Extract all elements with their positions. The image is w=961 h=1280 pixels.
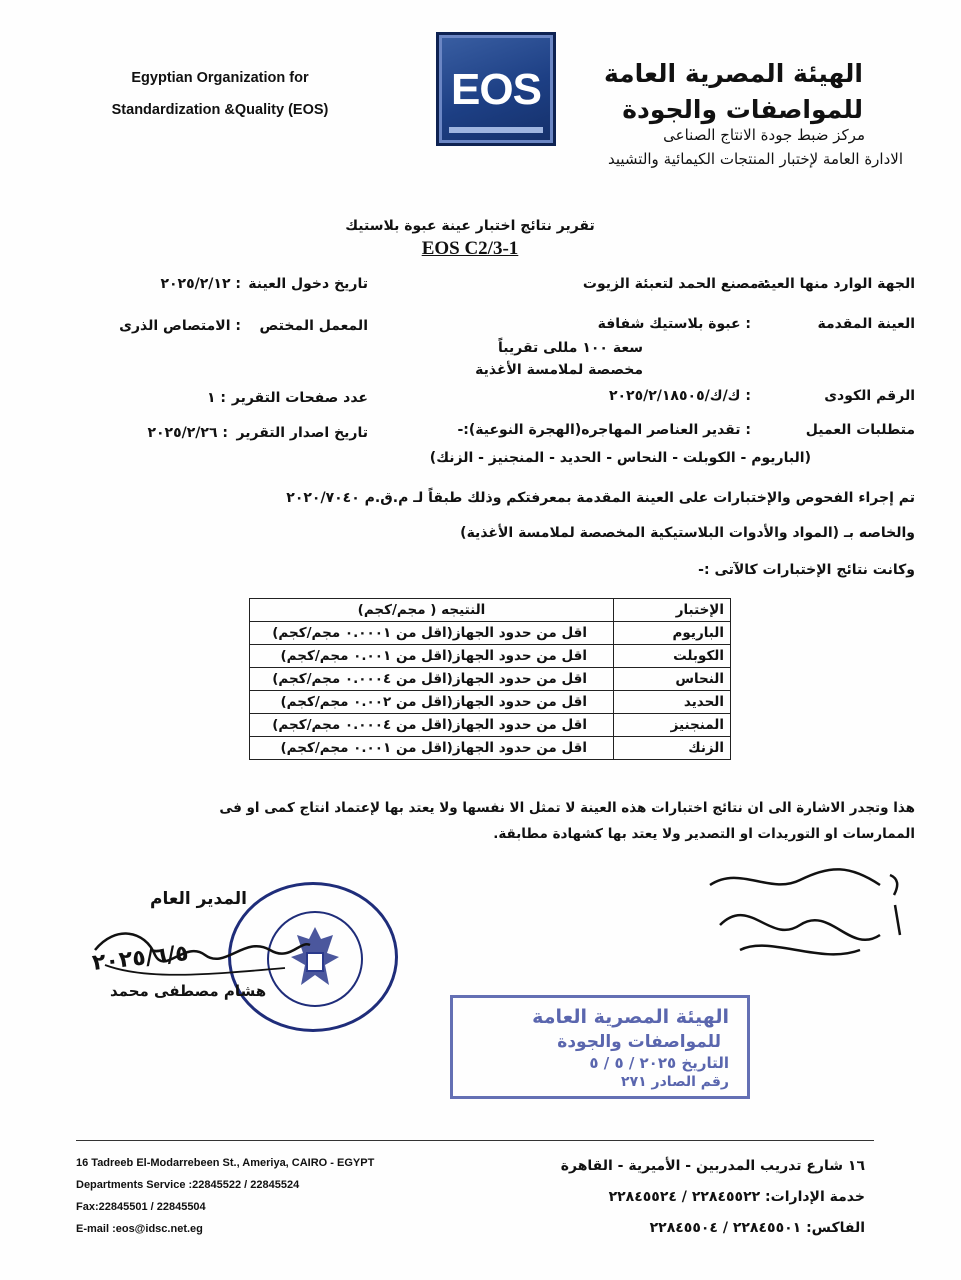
stamp-line1: الهيئة المصرية العامة [532, 1006, 729, 1028]
stamp-line4: رقم الصادر ٢٧١ [621, 1074, 729, 1090]
entry-date-value: : ٢٠٢٥/٢/١٢ [160, 276, 241, 292]
test-name: الكوبلت [614, 645, 731, 668]
footer-fax-en: Fax:22845501 / 22845504 [76, 1201, 206, 1213]
incoming-stamp [450, 995, 750, 1099]
note-line2: الممارسات او التوريدات او التصدير ولا يعتد بها كشهادة مطابقة. [493, 826, 915, 842]
footer-address-ar: ١٦ شارع تدريب المدربين - الأميرية - القاهرة [560, 1158, 865, 1174]
test-name: النحاس [614, 668, 731, 691]
lab-value: : الامتصاص الذرى [119, 318, 241, 334]
table-row [250, 691, 731, 714]
sample-value-3: مخصصة لملامسة الأغذية [475, 362, 643, 378]
test-name: الباريوم [614, 622, 731, 645]
test-name: المنجنيز [614, 714, 731, 737]
results-table [249, 598, 731, 760]
table-row [250, 714, 731, 737]
org-name-arabic-line2: للمواصفات والجودة [622, 95, 863, 124]
org-name-english-line1: Egyptian Organization for [131, 70, 309, 86]
issue-date-value: : ٢٠٢٥/٢/٢٦ [147, 425, 228, 441]
source-label: الجهة الوارد منها العينة [756, 276, 915, 292]
requirements-label: متطلبات العميل [805, 422, 915, 438]
body-paragraph-2: والخاصه بـ (المواد والأدوات البلاستيكية المخصصة لملامسة الأغذية) [460, 525, 915, 541]
footer-fax-ar: الفاكس: ٢٢٨٤٥٥٠١ / ٢٢٨٤٥٥٠٤ [649, 1220, 865, 1236]
note-line1: هذا وتجدر الاشارة الى ان نتائج اختبارات هذه العينة لا تمثل الا نفسها ولا يعتد بها لإعتماد انتاج كمى او فى [219, 800, 915, 816]
sample-value-2: سعة ١٠٠ مللى تقريباً [498, 340, 643, 356]
footer-rule [76, 1140, 874, 1141]
table-row [250, 737, 731, 760]
test-result: اقل من حدود الجهاز(اقل من ٠.٠٠٠٤ مجم/كجم) [250, 668, 614, 691]
header-result: النتيجه ( مجم/كجم) [250, 599, 614, 622]
test-result: اقل من حدود الجهاز(اقل من ٠.٠٠٠١ مجم/كجم) [250, 622, 614, 645]
results-header-row [250, 599, 731, 622]
test-result: اقل من حدود الجهاز(اقل من ٠.٠٠١ مجم/كجم) [250, 737, 614, 760]
code-value: : ك/ك/٢٠٢٥/٢/١٨٥٠٥ [608, 388, 751, 404]
handwritten-date: ٢٠٢٥/٦/٥ [90, 941, 190, 976]
org-name-arabic [563, 56, 863, 128]
footer-departments-ar: خدمة الإدارات: ٢٢٨٤٥٥٢٢ / ٢٢٨٤٥٥٢٤ [608, 1189, 865, 1205]
test-result: اقل من حدود الجهاز(اقل من ٠.٠٠٠٤ مجم/كجم) [250, 714, 614, 737]
test-name: الحديد [614, 691, 731, 714]
test-result: اقل من حدود الجهاز(اقل من ٠.٠٠١ مجم/كجم) [250, 645, 614, 668]
requirements-value-2: (الباريوم - الكوبلت - النحاس - الحديد - المنجنيز - الزنك) [429, 450, 811, 466]
footer-arabic [445, 1151, 865, 1244]
stamp-line3: التاريخ ٢٠٢٥ / ٥ / ٥ [589, 1054, 729, 1072]
issue-date-label: تاريخ اصدار التقرير [236, 425, 368, 441]
eos-logo-text: EOS [451, 65, 541, 114]
table-row [250, 668, 731, 691]
general-manager-name: هشام مصطفى محمد [110, 982, 267, 1000]
table-row [250, 622, 731, 645]
sample-value-1: : عبوة بلاستيك شفافة [597, 316, 751, 332]
report-code: EOS C2/3-1 [421, 238, 519, 259]
department-line1: مركز ضبط جودة الانتاج الصناعى [663, 126, 865, 144]
test-result: اقل من حدود الجهاز(اقل من ٠.٠٠٢ مجم/كجم) [250, 691, 614, 714]
footer-departments-en: Departments Service :22845522 / 22845524 [76, 1179, 300, 1191]
entry-date-label: تاريخ دخول العينة [248, 276, 368, 292]
handwritten-initials [680, 855, 920, 995]
pages-value: : ١ [206, 390, 226, 406]
org-name-arabic-line1: الهيئة المصرية العامة [604, 59, 863, 88]
department-line2: الادارة العامة لإختبار المنتجات الكيمائية والتشييد [607, 150, 903, 168]
body-paragraph-1: تم إجراء الفحوص والإختبارات على العينة المقدمة بمعرفتكم وذلك طبقاً لـ م.ق.م ٢٠٢٠/٧٠٤٠ [286, 490, 915, 506]
sample-label: العينة المقدمة [817, 316, 915, 332]
footer-address-en: 16 Tadreeb El-Modarrebeen St., Ameriya, CAIRO - EGYPT [76, 1157, 375, 1169]
footer-email-en: E-mail :eos@idsc.net.eg [76, 1223, 203, 1235]
stamp-line2: للمواصفات والجودة [557, 1032, 721, 1052]
org-name-english-line2: Standardization &Quality (EOS) [111, 102, 329, 118]
org-name-english [70, 62, 370, 126]
footer-english [76, 1152, 476, 1240]
body-paragraph-3: وكانت نتائج الإختبارات كالآتى :- [698, 562, 915, 578]
pages-label: عدد صفحات التقرير [231, 390, 368, 406]
report-title: تقرير نتائج اختبار عينة عبوة بلاستيك [345, 218, 595, 234]
test-name: الزنك [614, 737, 731, 760]
source-value: : مصنع الحمد لتعبئة الزيوت [582, 276, 769, 292]
requirements-value-1: : تقدير العناصر المهاجره(الهجرة النوعية):- [457, 422, 751, 438]
header-test: الإختبار [614, 599, 731, 622]
table-row [250, 645, 731, 668]
general-manager-title: المدير العام [150, 889, 247, 909]
code-label: الرقم الكودى [824, 388, 915, 404]
lab-label: المعمل المختص [259, 318, 368, 334]
